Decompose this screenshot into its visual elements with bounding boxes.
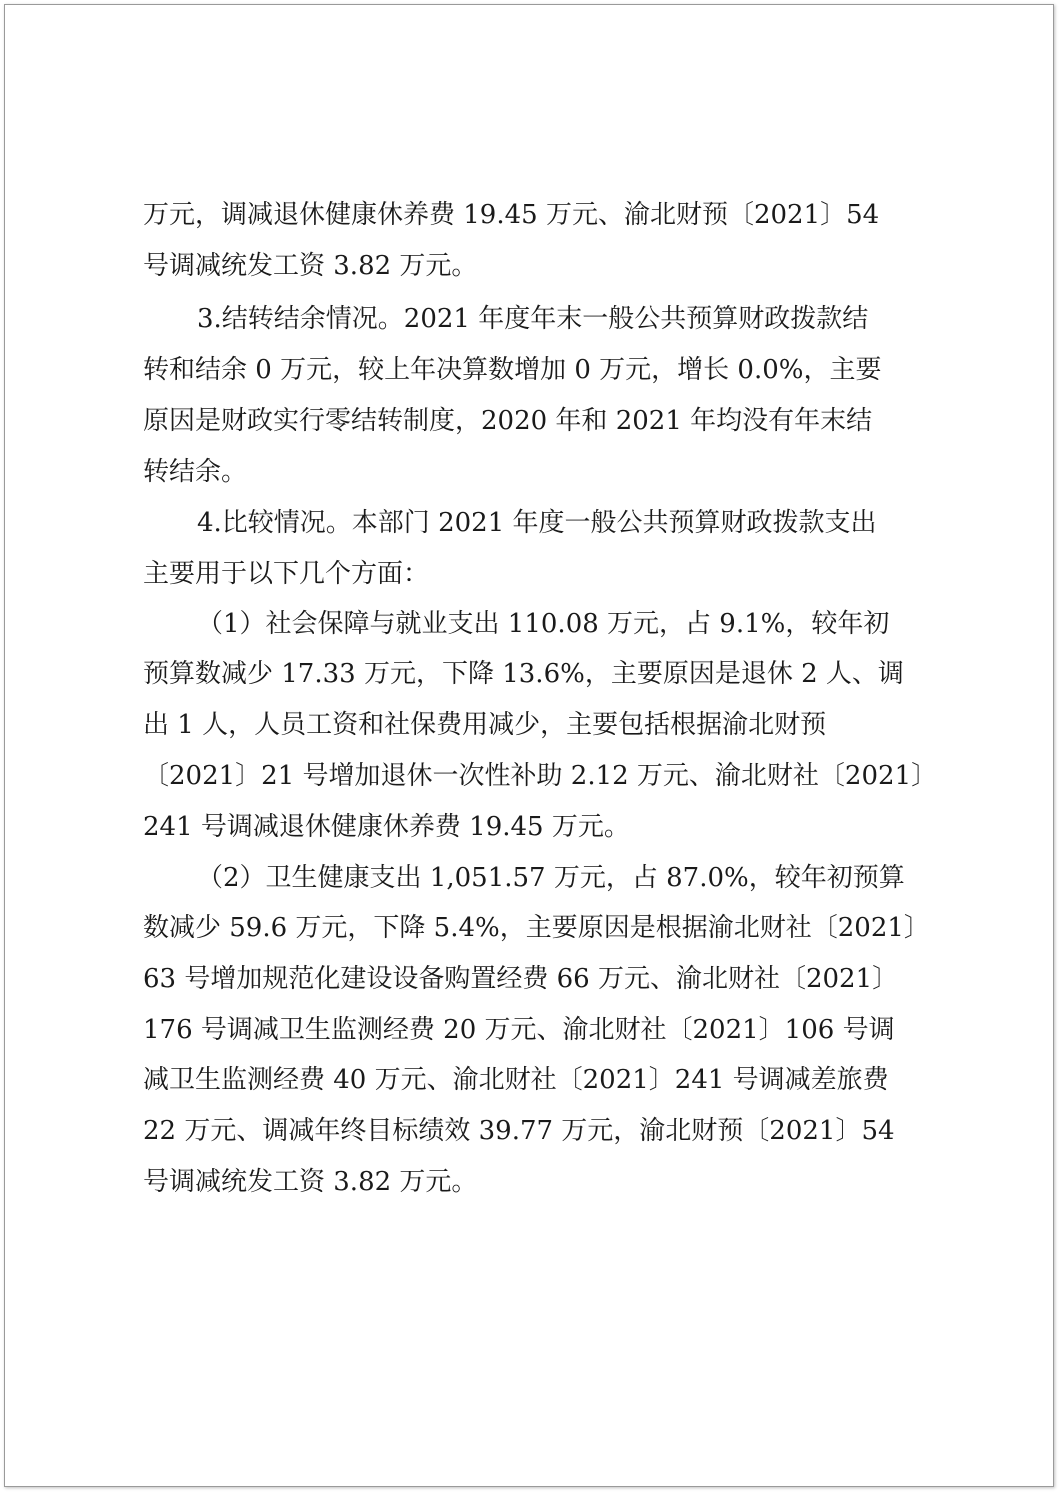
- text-line: 预算数减少 17.33 万元，下降 13.6%，主要原因是退休 2 人、调: [143, 659, 904, 689]
- text-line: 减卫生监测经费 40 万元、渝北财社〔2021〕241 号调减差旅费: [143, 1065, 889, 1095]
- text-line: 63 号增加规范化建设设备购置经费 66 万元、渝北财社〔2021〕: [143, 964, 899, 994]
- text-line: （2）卫生健康支出 1,051.57 万元，占 87.0%，较年初预算: [197, 863, 905, 893]
- text-line: 万元，调减退休健康休养费 19.45 万元、渝北财预〔2021〕54: [143, 200, 880, 230]
- text-line: （1）社会保障与就业支出 110.08 万元，占 9.1%，较年初: [197, 609, 890, 639]
- text-line: 4.比较情况。本部门 2021 年度一般公共预算财政拨款支出: [197, 508, 877, 538]
- text-line: 3.结转结余情况。2021 年度年末一般公共预算财政拨款结: [197, 304, 869, 334]
- text-line: 主要用于以下几个方面：: [143, 559, 430, 589]
- text-line: 号调减统发工资 3.82 万元。: [143, 1167, 478, 1197]
- text-line: 数减少 59.6 万元，下降 5.4%，主要原因是根据渝北财社〔2021〕: [143, 913, 930, 943]
- text-line: 号调减统发工资 3.82 万元。: [143, 251, 478, 281]
- text-line: 原因是财政实行零结转制度，2020 年和 2021 年均没有年末结: [143, 406, 873, 436]
- text-line: 241 号调减退休健康休养费 19.45 万元。: [143, 812, 630, 842]
- text-line: 22 万元、调减年终目标绩效 39.77 万元，渝北财预〔2021〕54: [143, 1116, 895, 1146]
- text-line: 出 1 人，人员工资和社保费用减少，主要包括根据渝北财预: [143, 710, 827, 740]
- text-line: 转结余。: [143, 457, 248, 487]
- text-line: 176 号调减卫生监测经费 20 万元、渝北财社〔2021〕106 号调: [143, 1015, 895, 1045]
- text-line: 转和结余 0 万元，较上年决算数增加 0 万元，增长 0.0%，主要: [143, 355, 882, 385]
- text-line: 〔2021〕21 号增加退休一次性补助 2.12 万元、渝北财社〔2021〕: [143, 761, 938, 791]
